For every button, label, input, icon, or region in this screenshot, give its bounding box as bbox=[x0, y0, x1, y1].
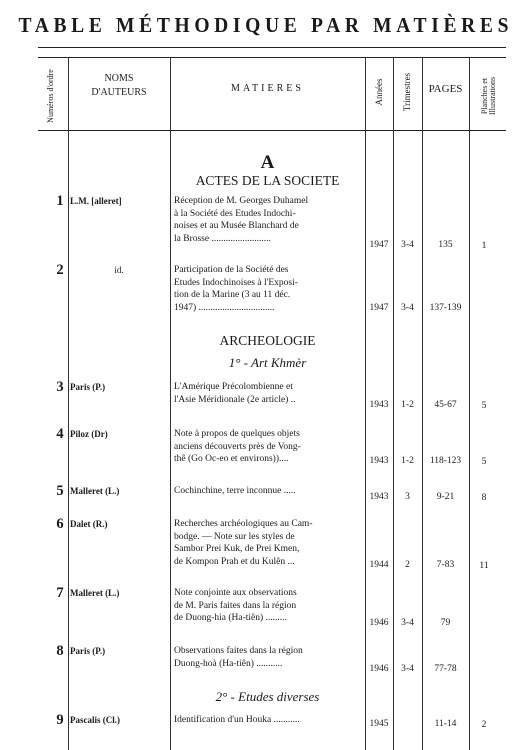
entry-subject-line: Note conjointe aux observations bbox=[174, 588, 297, 598]
column-divider bbox=[68, 57, 69, 750]
entry-number: 7 bbox=[56, 585, 64, 601]
entry-subject bbox=[174, 645, 362, 670]
entry-pages: 7-83 bbox=[436, 560, 455, 570]
entry-author: Paris (P.) bbox=[70, 646, 106, 656]
page-title: TABLE MÉTHODIQUE PAR MATIÈRES bbox=[18, 13, 514, 37]
entry-pages: 137-139 bbox=[429, 303, 462, 313]
header-numero: Numéros d'ordre bbox=[46, 69, 55, 123]
entry-plates: 1 bbox=[481, 241, 487, 251]
entry-subject-line: Cochinchine, terre inconnue ..... bbox=[174, 486, 296, 496]
entry-subject-line: à la Société des Etudes Indochi- bbox=[174, 208, 296, 219]
entry-number: 5 bbox=[56, 483, 64, 499]
entry-author: Paris (P.) bbox=[70, 382, 106, 392]
entry-subject-line: la Brosse ......................... bbox=[174, 233, 271, 244]
entry-plates: 2 bbox=[481, 720, 487, 730]
header-matieres: MATIERES bbox=[231, 83, 304, 94]
title-rule bbox=[38, 47, 506, 48]
entry-subject bbox=[174, 518, 362, 568]
entry-subject-line: Duong-hoà (Ha-tiên) ........... bbox=[174, 658, 283, 669]
entry-year: 1947 bbox=[369, 240, 389, 250]
entry-trimester: 3-4 bbox=[401, 240, 414, 250]
entry-subject-line: Réception de M. Georges Duhamel bbox=[174, 196, 309, 206]
entry-subject bbox=[174, 714, 362, 727]
entry-year: 1943 bbox=[369, 456, 389, 466]
entry-pages: 118-123 bbox=[429, 456, 462, 466]
entry-year: 1943 bbox=[369, 400, 389, 410]
entry-number: 6 bbox=[56, 516, 64, 532]
entry-subject bbox=[174, 485, 362, 498]
entry-number: 8 bbox=[56, 643, 64, 659]
entry-subject-line: bodge. — Note sur les styles de bbox=[174, 531, 295, 542]
entry-subject-line: Identification d'un Houka ........... bbox=[174, 715, 300, 725]
entry-subject-line: de Duong-hia (Ha-tiên) ......... bbox=[174, 613, 287, 623]
entry-trimester: 1-2 bbox=[401, 456, 414, 466]
entry-subject-line: noises et au Musée Blanchard de bbox=[174, 221, 299, 231]
entry-trimester: 1-2 bbox=[401, 400, 414, 410]
section-letter: A bbox=[260, 152, 275, 173]
header-planches: Planches et Illustrations bbox=[480, 76, 497, 116]
entry-plates: 11 bbox=[479, 561, 489, 571]
entry-author: id. bbox=[114, 265, 124, 275]
header-trimestres: Trimestres bbox=[402, 72, 412, 112]
entry-author: Pascalis (Cl.) bbox=[70, 715, 120, 725]
entry-number: 2 bbox=[56, 262, 64, 278]
entry-trimester: 3-4 bbox=[401, 618, 414, 628]
entry-subject-line: thê (Go Oc-eo et environs)).... bbox=[174, 454, 289, 464]
entry-pages: 45-67 bbox=[434, 400, 457, 410]
entry-subject-line: de Kompon Prah et du Kulên ... bbox=[174, 556, 295, 567]
header-noms-line: NOMS bbox=[104, 73, 134, 84]
entry-pages: 77-78 bbox=[434, 664, 457, 674]
entry-author: Piloz (Dr) bbox=[70, 429, 108, 439]
entry-year: 1944 bbox=[369, 560, 389, 570]
header-annees: Années bbox=[374, 78, 384, 106]
header-pages: PAGES bbox=[428, 83, 463, 95]
entry-number: 9 bbox=[56, 712, 64, 728]
entry-year: 1945 bbox=[369, 719, 389, 729]
section-heading: ACTES DE LA SOCIETE bbox=[195, 173, 340, 188]
entry-number: 3 bbox=[56, 379, 64, 395]
entry-trimester: 3 bbox=[405, 492, 410, 502]
entry-author: Dalet (R.) bbox=[70, 519, 108, 529]
entry-subject-line: Observations faites dans la région bbox=[174, 646, 303, 656]
entry-year: 1946 bbox=[369, 618, 389, 628]
entry-subject-line: Etudes Indochinoises à l'Exposi- bbox=[174, 277, 298, 288]
entry-year: 1947 bbox=[369, 303, 389, 313]
header-top-rule bbox=[38, 57, 506, 58]
entry-subject-line: l'Asie Méridionale (2e article) .. bbox=[174, 394, 296, 405]
entry-subject-line: anciens découverts près de Vong- bbox=[174, 441, 301, 452]
entry-trimester: 2 bbox=[405, 560, 410, 570]
entry-pages: 11-14 bbox=[434, 719, 457, 729]
entry-pages: 135 bbox=[438, 240, 453, 250]
entry-subject-line: tion de la Marine (3 au 11 déc. bbox=[174, 290, 291, 300]
section-heading: ARCHEOLOGIE bbox=[219, 333, 316, 348]
entry-year: 1943 bbox=[369, 492, 389, 502]
entry-subject-line: Participation de la Société des bbox=[174, 265, 289, 275]
entry-trimester: 3-4 bbox=[401, 303, 414, 313]
entry-subject bbox=[174, 381, 362, 406]
entry-number: 4 bbox=[56, 426, 64, 442]
entry-subject-line: L'Amérique Précolombienne et bbox=[174, 382, 293, 392]
entry-plates: 8 bbox=[481, 493, 487, 503]
entry-subject-line: de M. Paris faites dans la région bbox=[174, 600, 297, 611]
header-noms bbox=[70, 72, 168, 100]
entry-plates: 5 bbox=[481, 401, 487, 411]
entry-plates: 5 bbox=[481, 457, 487, 467]
subsection-heading: 2° - Etudes diverses bbox=[215, 689, 320, 704]
entry-subject bbox=[174, 195, 362, 245]
entry-author: L.M. [alleret] bbox=[70, 196, 122, 206]
entry-subject bbox=[174, 264, 362, 314]
subsection-heading: 1° - Art Khmèr bbox=[228, 355, 307, 370]
entry-pages: 9-21 bbox=[436, 492, 455, 502]
entry-author: Malleret (L.) bbox=[70, 588, 120, 598]
header-noms-line: D'AUTEURS bbox=[91, 87, 147, 98]
entry-subject bbox=[174, 587, 362, 625]
entry-subject-line: Recherches archéologiques au Cam- bbox=[174, 519, 313, 529]
entry-subject-line: Note à propos de quelques objets bbox=[174, 429, 300, 439]
entry-number: 1 bbox=[56, 193, 64, 209]
header-bottom-rule bbox=[38, 130, 506, 131]
entry-pages: 79 bbox=[440, 618, 451, 628]
entry-author: Malleret (L.) bbox=[70, 486, 120, 496]
entry-subject bbox=[174, 428, 362, 466]
entry-trimester: 3-4 bbox=[401, 664, 414, 674]
entry-subject-line: 1947) ................................ bbox=[174, 302, 275, 313]
entry-year: 1946 bbox=[369, 664, 389, 674]
entry-subject-line: Sambor Prei Kuk, de Prei Kmen, bbox=[174, 544, 300, 554]
